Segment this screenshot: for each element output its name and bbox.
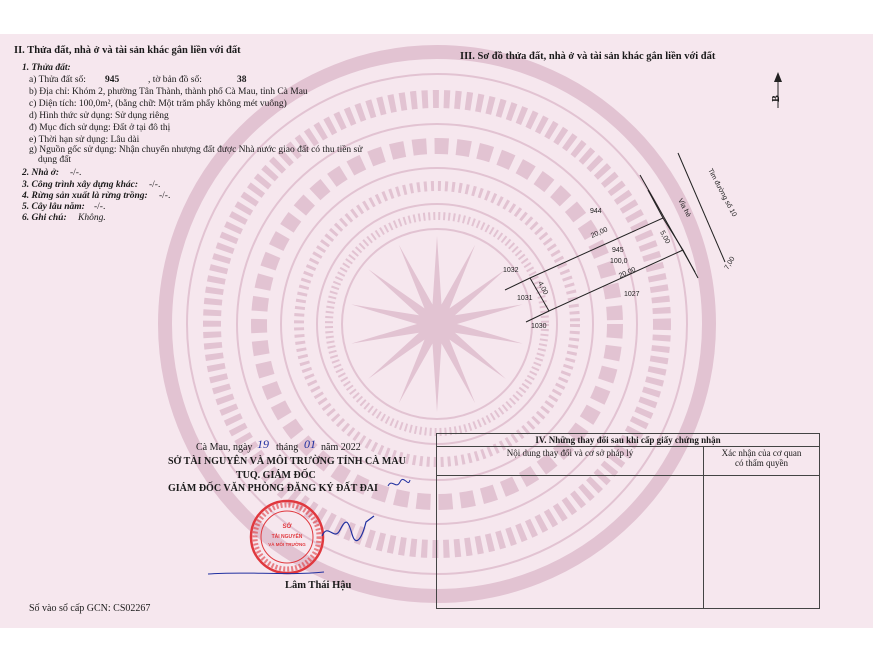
note-label: 6. Ghi chú:: [22, 213, 67, 223]
signer-title: GIÁM ĐỐC VĂN PHÒNG ĐĂNG KÝ ĐẤT ĐAI: [168, 483, 378, 494]
use-term-line: e) Thời hạn sử dụng: Lâu dài: [29, 135, 140, 145]
label-944: 944: [590, 208, 602, 215]
address-line: b) Địa chỉ: Khóm 2, phường Tân Thành, thành phố Cà Mau, tỉnh Cà Mau: [29, 87, 308, 97]
changes-col-content: Nội dung thay đổi và cơ sở pháp lý: [437, 447, 704, 476]
date-day: 19: [257, 437, 269, 451]
changes-table: [436, 433, 820, 609]
label-len-4: 4,00: [536, 280, 549, 296]
changes-col-confirm-line1: Xác nhận của cơ quan: [721, 448, 802, 458]
note-value: Không.: [78, 213, 106, 223]
svg-text:SỞ: SỞ: [282, 524, 292, 530]
area-line: c) Diện tích: 100,0m², (bằng chữ: Một trăm phẩy không mét vuông): [29, 99, 287, 109]
label-1030: 1030: [531, 323, 547, 330]
svg-text:TÀI NGUYÊN: TÀI NGUYÊN: [271, 534, 303, 540]
forest-label: 4. Rừng sản xuất là rừng trồng:: [22, 191, 148, 201]
label-1027: 1027: [624, 291, 640, 298]
label-len-20b: 20,00: [617, 266, 637, 280]
label-len-20a: 20,00: [589, 226, 609, 240]
label-len-7: 7,00: [723, 255, 737, 271]
perennial-label: 5. Cây lâu năm:: [22, 202, 85, 212]
changes-heading: IV. Những thay đổi sau khi cấp giấy chứng nhận: [437, 434, 820, 447]
changes-content-cell: [437, 476, 704, 609]
date-month-label: tháng: [276, 442, 299, 453]
map-sheet-label: , tờ bản đồ số:: [148, 75, 202, 85]
map-sheet-number: 38: [237, 75, 247, 85]
date-year: năm 2022: [321, 442, 361, 453]
authority-line: SỞ TÀI NGUYÊN VÀ MÔI TRƯỜNG TỈNH CÀ MAU: [168, 456, 406, 467]
forest-value: -/-.: [159, 191, 171, 201]
house-label: 2. Nhà ở:: [22, 168, 60, 178]
gcn-register-number: Số vào sổ cấp GCN: CS02267: [29, 603, 151, 614]
initial-signature: [386, 476, 412, 492]
changes-col-confirm: [704, 447, 820, 476]
label-area: 100,0: [610, 258, 628, 265]
use-purpose-line: đ) Mục đích sử dụng: Đất ở tại đô thị: [29, 123, 171, 133]
origin-line-1: g) Nguồn gốc sử dụng: Nhận chuyển nhượng đất được Nhà nước giao đất có thu tiền sử: [29, 145, 363, 155]
label-945: 945: [612, 247, 624, 254]
label-1031: 1031: [517, 295, 533, 302]
other-works-label: 3. Công trình xây dựng khác:: [22, 180, 139, 190]
perennial-value: -/-.: [94, 202, 106, 212]
changes-col-confirm-line2: có thẩm quyền: [735, 458, 788, 468]
label-sidewalk: Vỉa hè: [676, 197, 692, 219]
north-label: B: [770, 95, 782, 102]
svg-text:VÀ MÔI TRƯỜNG: VÀ MÔI TRƯỜNG: [268, 542, 306, 547]
signature-underline: [206, 570, 326, 578]
authorization-line: TUQ. GIÁM ĐỐC: [236, 470, 316, 481]
signer-name: Lâm Thái Hậu: [285, 580, 352, 591]
parcel-number: 945: [105, 75, 120, 85]
house-value: -/-.: [70, 168, 82, 178]
use-form-line: d) Hình thức sử dụng: Sử dụng riêng: [29, 111, 169, 121]
other-works-value: -/-.: [149, 180, 161, 190]
parcel-title: 1. Thửa đất:: [22, 63, 71, 73]
official-seal: [248, 498, 326, 576]
date-month: 01: [304, 437, 316, 451]
label-road: Tim đường số 10: [706, 167, 738, 219]
section-heading-iii: III. Sơ đồ thửa đất, nhà ở và tài sản khác gắn liền với đất: [460, 51, 716, 62]
label-1032: 1032: [503, 267, 519, 274]
section-heading-ii: II. Thửa đất, nhà ở và tài sản khác gắn liền với đất: [14, 45, 241, 56]
parcel-number-label: a) Thửa đất số:: [29, 75, 86, 85]
origin-line-2: dụng đất: [38, 155, 71, 165]
handwritten-signature: [318, 512, 378, 548]
label-len-5: 5,00: [658, 229, 671, 245]
changes-confirm-cell: [704, 476, 820, 609]
date-prefix: Cà Mau, ngày: [196, 442, 253, 453]
